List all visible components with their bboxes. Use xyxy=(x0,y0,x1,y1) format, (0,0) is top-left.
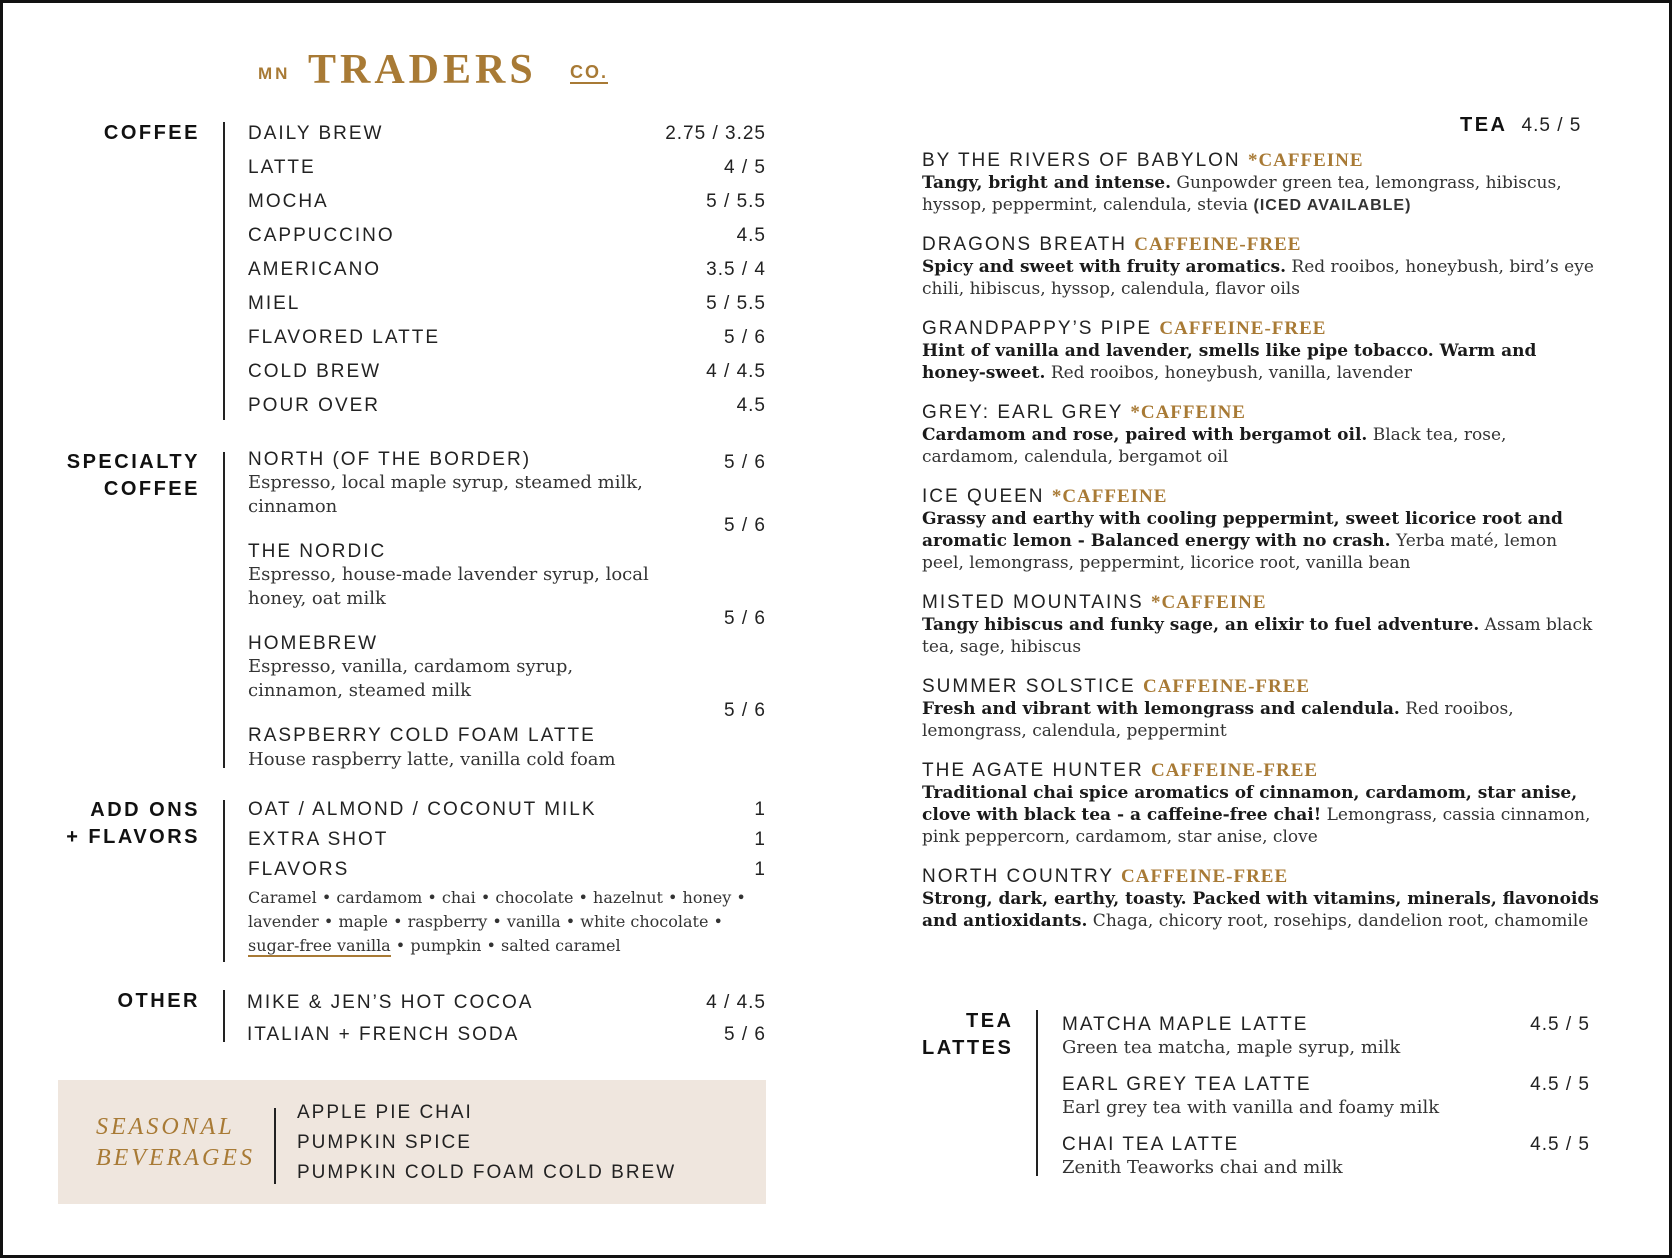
menu-item-price: 4.5 / 5 xyxy=(1530,1074,1590,1095)
menu-item-desc: Green tea matcha, maple syrup, milk xyxy=(1062,1037,1401,1058)
menu-item-price: 1 xyxy=(754,859,766,880)
flavors-line xyxy=(248,934,621,958)
menu-item-price: 5 / 5.5 xyxy=(706,293,766,314)
menu-item-name: MIKE & JEN’S HOT COCOA xyxy=(247,992,534,1013)
tea-item-desc xyxy=(922,256,1602,300)
brand-prefix: MN xyxy=(258,64,291,83)
menu-item-desc: Espresso, local maple syrup, steamed milk, cinnamon xyxy=(248,472,643,517)
tea-item-name: MISTED MOUNTAINS xyxy=(922,592,1144,613)
menu-item-price: 4.5 xyxy=(736,395,766,416)
menu-item-name: MATCHA MAPLE LATTE xyxy=(1062,1014,1309,1035)
tea-item-ingredients: Black tea, rose, cardamom, calendula, bergamot oil xyxy=(922,425,1507,467)
tea-header xyxy=(1460,114,1581,137)
tea-item-name: DRAGONS BREATH xyxy=(922,234,1128,255)
tea-item-name: ICE QUEEN xyxy=(922,486,1045,507)
seasonal-item: APPLE PIE CHAI xyxy=(297,1102,473,1123)
tea-item-title xyxy=(922,592,1267,614)
menu-item-desc: Zenith Teaworks chai and milk xyxy=(1062,1157,1343,1178)
caffeine-tag: *CAFFEINE xyxy=(1150,592,1267,613)
tea-lattes-divider xyxy=(1036,1010,1038,1176)
tea-item-title xyxy=(922,318,1326,340)
tea-lattes-heading-line1: TEA xyxy=(966,1010,1014,1032)
tea-heading: TEA xyxy=(1460,114,1508,136)
tea-item-ingredients: Red rooibos, lemongrass, calendula, peppermint xyxy=(922,699,1514,741)
flavors-line: Caramel • cardamom • chai • chocolate • hazelnut • honey • xyxy=(248,888,746,907)
brand-name: TRADERS xyxy=(308,47,537,93)
menu-item-name: AMERICANO xyxy=(248,259,382,280)
menu-item-price: 5 / 5.5 xyxy=(706,191,766,212)
menu-item-name: THE NORDIC xyxy=(248,541,387,562)
tea-lattes-heading-line2: LATTES xyxy=(922,1037,1014,1059)
seasonal-item: PUMPKIN COLD FOAM COLD BREW xyxy=(297,1162,677,1183)
tea-item-desc xyxy=(922,782,1602,848)
caffeine-tag: CAFFEINE-FREE xyxy=(1142,676,1311,697)
tea-item-desc xyxy=(922,508,1602,574)
specialty-heading-line1: SPECIALTY xyxy=(66,451,200,473)
coffee-divider xyxy=(223,122,225,420)
menu-item-name: LATTE xyxy=(248,157,316,178)
menu-item-name: CAPPUCCINO xyxy=(248,225,395,246)
seasonal-heading-line1: SEASONAL xyxy=(96,1114,235,1140)
menu-item-price: 5 / 6 xyxy=(724,515,766,536)
tea-item-ingredients: Red rooibos, honeybush, bird’s eye chili, hibiscus, hyssop, calendula, flavor oils xyxy=(922,257,1594,299)
flavors-line-rest: • pumpkin • salted caramel xyxy=(390,936,621,955)
menu-item-price: 4.5 / 5 xyxy=(1530,1134,1590,1155)
menu-item-price: 5 / 6 xyxy=(724,1024,766,1045)
menu-item-name: NORTH (OF THE BORDER) xyxy=(248,449,532,470)
sugar-free-vanilla: sugar-free vanilla xyxy=(248,936,391,955)
tea-item-name: GREY: EARL GREY xyxy=(922,402,1124,423)
tea-item-highlight: Tangy hibiscus and funky sage, an elixir to fuel adventure. xyxy=(922,615,1480,635)
tea-item-desc xyxy=(922,340,1602,384)
menu-item-name: POUR OVER xyxy=(248,395,381,416)
menu-item-price: 5 / 6 xyxy=(724,700,766,721)
menu-item-price: 1 xyxy=(754,799,766,820)
coffee-heading: COFFEE xyxy=(103,122,200,144)
tea-item-ingredients: Assam black tea, sage, hibiscus xyxy=(922,615,1593,657)
tea-item-desc xyxy=(922,614,1602,658)
menu-item-price: 4 / 4.5 xyxy=(706,361,766,382)
tea-item-desc xyxy=(922,172,1602,217)
tea-item-highlight: Cardamom and rose, paired with bergamot oil. xyxy=(922,425,1368,445)
tea-item-ingredients: Lemongrass, cassia cinnamon, pink peppercorn, cardamom, star anise, clove xyxy=(922,805,1591,847)
menu-item-name: MOCHA xyxy=(248,191,329,212)
caffeine-tag: CAFFEINE-FREE xyxy=(1134,234,1302,255)
menu-item-name: OAT / ALMOND / COCONUT MILK xyxy=(248,799,597,820)
tea-item-highlight: Grassy and earthy with cooling peppermint, sweet licorice root and aromatic lemon - Balanced energy with no crash. xyxy=(922,509,1563,551)
tea-item-title xyxy=(922,866,1288,888)
menu-item-price: 4.5 xyxy=(736,225,766,246)
seasonal-item: PUMPKIN SPICE xyxy=(297,1132,472,1153)
tea-item-desc xyxy=(922,698,1602,742)
caffeine-tag: CAFFEINE-FREE xyxy=(1150,760,1319,781)
caffeine-tag: *CAFFEINE xyxy=(1130,402,1246,423)
menu-item-price: 1 xyxy=(754,829,766,850)
tea-item-title xyxy=(922,150,1364,172)
menu-item-desc: Earl grey tea with vanilla and foamy milk xyxy=(1062,1097,1440,1118)
addons-heading-line2: + FLAVORS xyxy=(66,826,200,848)
tea-item-name: SUMMER SOLSTICE xyxy=(922,676,1136,697)
tea-item-ingredients: Red rooibos, honeybush, vanilla, lavender xyxy=(1045,363,1412,383)
menu-item-price: 5 / 6 xyxy=(724,452,766,473)
menu-item-desc: House raspberry latte, vanilla cold foam xyxy=(248,749,616,770)
brand-suffix: CO. xyxy=(570,62,609,82)
other-heading: OTHER xyxy=(117,990,200,1012)
tea-item-title xyxy=(922,676,1310,698)
other-divider xyxy=(223,990,225,1042)
menu-item-name: ITALIAN + FRENCH SODA xyxy=(247,1024,520,1045)
menu-item-price: 5 / 6 xyxy=(724,608,766,629)
menu-item-name: MIEL xyxy=(248,293,301,314)
tea-item-name: THE AGATE HUNTER xyxy=(922,760,1144,781)
specialty-heading xyxy=(67,449,200,503)
menu-item-price: 2.75 / 3.25 xyxy=(665,123,766,144)
tea-item-title xyxy=(922,760,1318,782)
seasonal-heading xyxy=(96,1112,255,1174)
tea-item-title xyxy=(922,234,1301,256)
tea-price: 4.5 / 5 xyxy=(1521,115,1582,136)
addons-heading-line1: ADD ONS xyxy=(90,799,200,821)
tea-item-highlight: Spicy and sweet with fruity aromatics. xyxy=(922,257,1286,277)
menu-item-price: 4.5 / 5 xyxy=(1530,1014,1590,1035)
tea-item-name: GRANDPAPPY’S PIPE xyxy=(922,318,1153,339)
tea-item-highlight: Strong, dark, earthy, toasty. Packed with vitamins, minerals, flavonoids and antioxidants. xyxy=(922,889,1599,931)
tea-item-ingredients: Gunpowder green tea, lemongrass, hibiscus, hyssop, peppermint, calendula, stevia xyxy=(922,173,1562,215)
menu-item-name: CHAI TEA LATTE xyxy=(1062,1134,1240,1155)
caffeine-tag: *CAFFEINE xyxy=(1247,150,1364,171)
tea-item-desc xyxy=(922,888,1602,932)
tea-item-name: BY THE RIVERS OF BABYLON xyxy=(922,150,1241,171)
caffeine-tag: *CAFFEINE xyxy=(1051,486,1168,507)
tea-item-highlight: Hint of vanilla and lavender, smells like pipe tobacco. Warm and honey-sweet. xyxy=(922,341,1537,383)
addons-divider xyxy=(223,800,225,962)
menu-item-price: 4 / 4.5 xyxy=(706,992,766,1013)
tea-item-highlight: Fresh and vibrant with lemongrass and calendula. xyxy=(922,699,1400,719)
specialty-heading-line2: COFFEE xyxy=(103,478,200,500)
seasonal-heading-line2: BEVERAGES xyxy=(96,1145,255,1171)
menu-item-price: 4 / 5 xyxy=(724,157,766,178)
seasonal-divider xyxy=(274,1108,276,1184)
tea-item-ingredients: Yerba maté, lemon peel, lemongrass, peppermint, licorice root, vanilla bean xyxy=(922,531,1558,573)
tea-item-desc xyxy=(922,424,1602,468)
specialty-divider xyxy=(223,452,225,768)
tea-item-name: NORTH COUNTRY xyxy=(922,866,1114,887)
menu-item-name: EARL GREY TEA LATTE xyxy=(1062,1074,1312,1095)
menu-item-name: FLAVORED LATTE xyxy=(248,327,440,348)
tea-item-ingredients: Chaga, chicory root, rosehips, dandelion root, chamomile xyxy=(1087,911,1589,931)
menu-item-name: EXTRA SHOT xyxy=(248,829,389,850)
caffeine-tag: CAFFEINE-FREE xyxy=(1121,866,1289,887)
tea-item-highlight: Tangy, bright and intense. xyxy=(922,173,1172,193)
menu-item-price: 3.5 / 4 xyxy=(706,259,766,280)
menu-item-desc: Espresso, vanilla, cardamom syrup, cinnamon, steamed milk xyxy=(248,656,574,701)
addons-heading xyxy=(66,797,200,851)
tea-item-highlight: Traditional chai spice aromatics of cinnamon, cardamom, star anise, clove with black tea - a caffeine-free chai! xyxy=(922,783,1578,825)
flavors-line: lavender • maple • raspberry • vanilla • white chocolate • xyxy=(248,912,723,931)
menu-item-name: RASPBERRY COLD FOAM LATTE xyxy=(248,725,596,746)
tea-item-title xyxy=(922,486,1167,508)
menu-item-name: COLD BREW xyxy=(248,361,382,382)
caffeine-tag: CAFFEINE-FREE xyxy=(1159,318,1327,339)
iced-available-note: (ICED AVAILABLE) xyxy=(1253,197,1412,214)
tea-item-title xyxy=(922,402,1246,424)
menu-item-name: HOMEBREW xyxy=(248,633,378,654)
menu-item-name: DAILY BREW xyxy=(248,123,384,144)
menu-item-price: 5 / 6 xyxy=(724,327,766,348)
tea-lattes-heading xyxy=(922,1008,1014,1062)
menu-item-desc: Espresso, house-made lavender syrup, local honey, oat milk xyxy=(248,564,649,609)
menu-item-name: FLAVORS xyxy=(248,859,350,880)
